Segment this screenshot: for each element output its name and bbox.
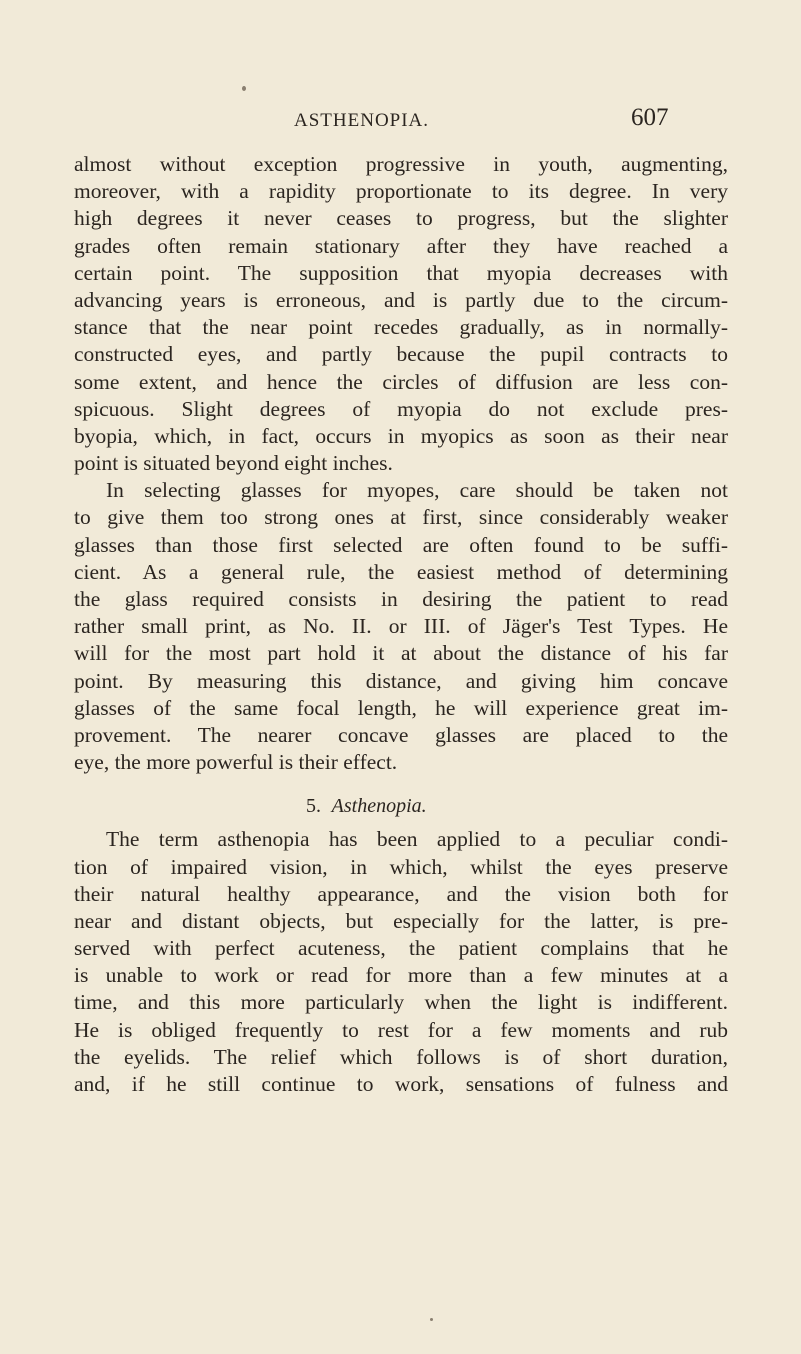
text-line: cient. As a general rule, the easiest method of determining	[74, 559, 728, 584]
text-line: to give them too strong ones at first, since considerably weaker	[74, 505, 728, 530]
text-line: point. By measuring this distance, and giving him concave	[74, 668, 728, 693]
text-line: stance that the near point recedes gradually, as in normally-	[74, 315, 728, 340]
running-title: ASTHENOPIA.	[294, 110, 430, 131]
text-line: the glass required consists in desiring the patient to read	[74, 587, 728, 611]
text-line: time, and this more particularly when the light is indifferent.	[74, 990, 728, 1015]
text-line: advancing years is erroneous, and is partly due to the circum-	[74, 287, 728, 312]
paragraph-selecting-glasses	[74, 477, 728, 776]
text-line: some extent, and hence the circles of diffusion are less con-	[74, 369, 728, 394]
text-line: In selecting glasses for myopes, care should be taken not	[106, 478, 728, 503]
text-line: spicuous. Slight degrees of myopia do not exclude pres-	[74, 396, 728, 421]
text-line: tion of impaired vision, in which, whilst the eyes preserve	[74, 854, 728, 879]
text-line: constructed eyes, and partly because the pupil contracts to	[74, 342, 728, 367]
text-line: served with perfect acuteness, the patient complains that he	[74, 936, 728, 961]
text-line: glasses than those first selected are often found to be suffi-	[74, 532, 728, 557]
text-line: high degrees it never ceases to progress, but the slighter	[74, 206, 728, 231]
section-heading	[74, 786, 728, 826]
section-number: 5.	[306, 795, 321, 818]
print-speck	[242, 86, 246, 91]
text-line: The term asthenopia has been applied to a peculiar condi-	[106, 827, 728, 852]
text-line: glasses of the same focal length, he will experience great im-	[74, 695, 728, 720]
text-line: certain point. The supposition that myopia decreases with	[74, 260, 728, 285]
text-line: byopia, which, in fact, occurs in myopics as soon as their near	[74, 423, 728, 448]
page-number: 607	[631, 104, 669, 131]
section-title: Asthenopia.	[331, 795, 427, 818]
text-line: grades often remain stationary after they have reached a	[74, 233, 728, 258]
text-line: moreover, with a rapidity proportionate to its degree. In very	[74, 179, 728, 204]
body-text	[74, 151, 728, 1098]
text-line: rather small print, as No. II. or III. of Jäger's Test Types. He	[74, 614, 728, 639]
text-line: He is obliged frequently to rest for a few moments and rub	[74, 1017, 728, 1042]
text-line: provement. The nearer concave glasses are placed to the	[74, 722, 728, 747]
paragraph-asthenopia	[74, 826, 728, 1098]
text-line: will for the most part hold it at about the distance of his far	[74, 641, 728, 666]
text-line: is unable to work or read for more than a few minutes at a	[74, 963, 728, 988]
print-speck	[430, 1318, 433, 1321]
text-line: near and distant objects, but especially for the latter, is pre-	[74, 908, 728, 933]
text-line: the eyelids. The relief which follows is of short duration,	[74, 1044, 728, 1069]
text-line: and, if he still continue to work, sensations of fulness and	[74, 1072, 728, 1096]
text-line: eye, the more powerful is their effect.	[74, 750, 398, 775]
text-line: their natural healthy appearance, and the vision both for	[74, 881, 728, 906]
text-line: point is situated beyond eight inches.	[74, 451, 393, 476]
text-line: almost without exception progressive in youth, augmenting,	[74, 152, 728, 176]
paragraph-myopia-progress	[74, 151, 728, 477]
running-head	[0, 104, 801, 138]
